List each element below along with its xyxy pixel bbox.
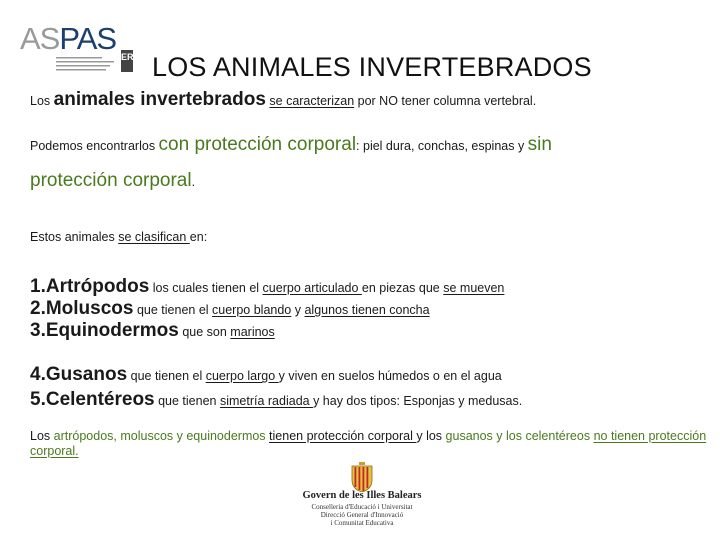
list-item-worms: 4.Gusanos que tienen el cuerpo largo y viven en suelos húmedos o en el agua bbox=[30, 364, 502, 385]
list-item-arthropods: 1.Artrópodos los cuales tienen el cuerpo articulado en piezas que se mueven bbox=[30, 276, 505, 297]
government-name: Govern de les Illes Balears bbox=[302, 490, 422, 501]
classification-intro: Estos animales se clasifican en: bbox=[30, 230, 208, 244]
government-department: Conselleria d'Educació i Universitat Direcció General d'Innovació i Comunitat Educativa bbox=[311, 503, 413, 527]
list-item-coelenterates: 5.Celentéreos que tienen simetría radiada y hay dos tipos: Esponjas y medusas. bbox=[30, 389, 523, 410]
protection-paragraph-cont: protección corporal. bbox=[30, 170, 196, 191]
intro-paragraph: Los animales invertebrados se caracterizan por NO tener columna vertebral. bbox=[30, 89, 537, 110]
page-title: LOS ANIMALES INVERTEBRADOS bbox=[152, 52, 592, 82]
summary-paragraph: Los artrópodos, moluscos y equinodermos tienen protección corporal y los gusanos y los celentéreos no tienen protección corporal. bbox=[30, 429, 707, 458]
list-item-echinoderms: 3.Equinodermos que son marinos bbox=[30, 320, 275, 341]
list-item-molluscs: 2.Moluscos que tienen el cuerpo blando y algunos tienen concha bbox=[30, 298, 430, 319]
logo-fine-print-icon bbox=[56, 56, 118, 74]
protection-paragraph: Podemos encontrarlos con protección corporal: piel dura, conchas, espinas y sin bbox=[30, 134, 552, 155]
logo-wordmark: ASPAS bbox=[20, 21, 117, 56]
logo-badge: ER bbox=[121, 50, 133, 72]
balearic-crest-icon bbox=[349, 462, 375, 492]
